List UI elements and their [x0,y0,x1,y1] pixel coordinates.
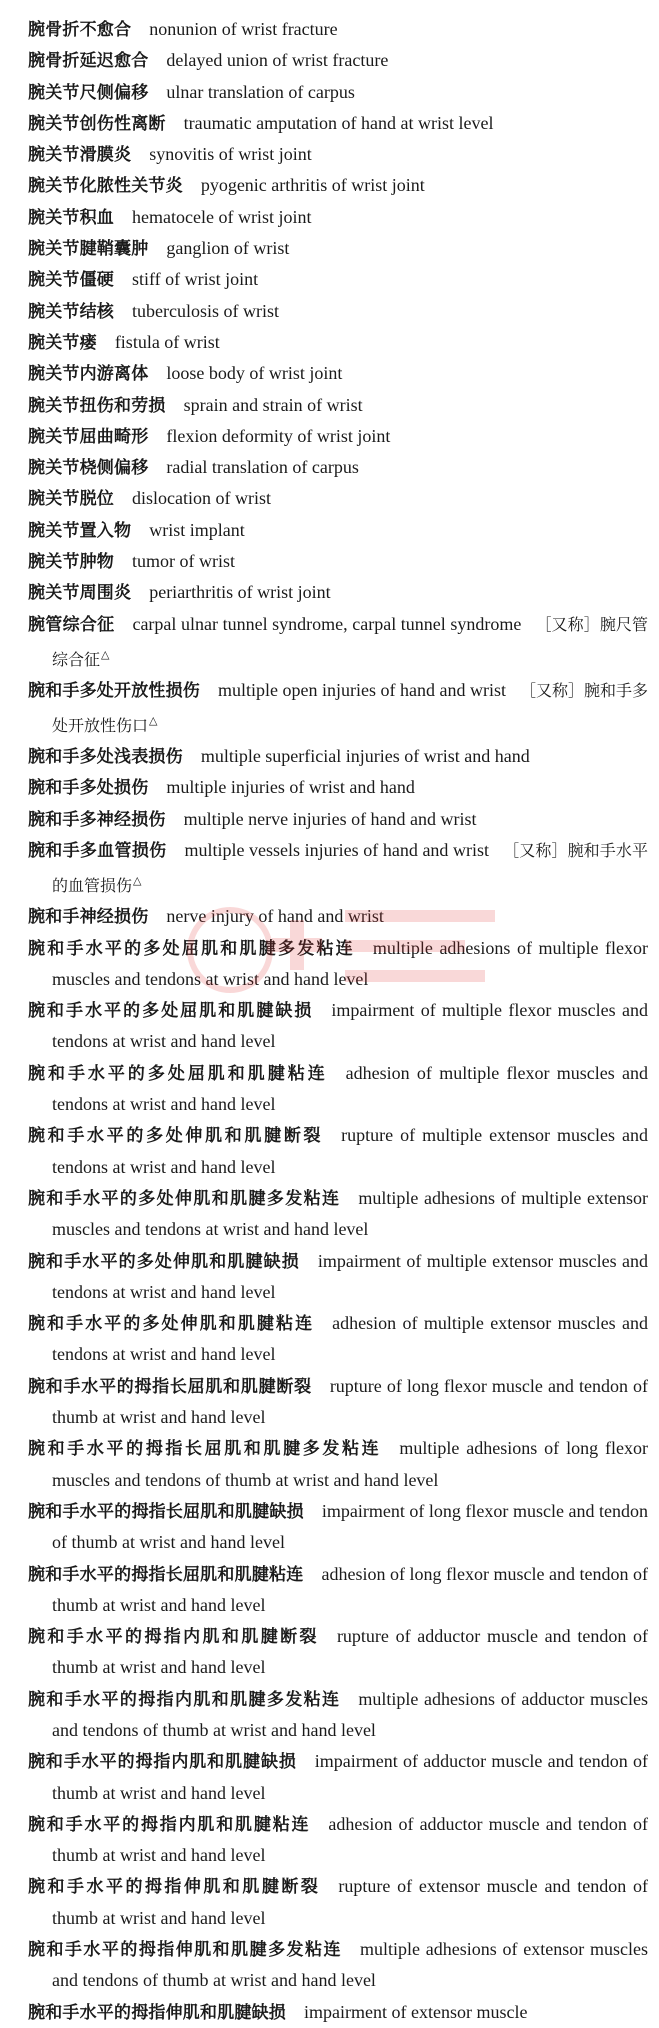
entry-term-zh: 腕和手水平的拇指伸肌和肌腱缺损 [28,2002,286,2023]
glossary-entry [28,108,648,139]
glossary-entry [28,264,648,295]
entry-term-en: carpal ulnar tunnel syndrome, carpal tunnel syndrome [132,613,522,634]
glossary-entry [28,1559,648,1622]
entry-term-zh: 腕和手水平的拇指内肌和肌腱多发粘连 [28,1689,341,1710]
entry-term-zh: 腕和手水平的拇指长屈肌和肌腱多发粘连 [28,1439,382,1460]
glossary-entry [28,139,648,170]
entry-term-en: fistula of wrist [114,331,220,352]
entry-term-zh: 腕和手水平的多处伸肌和肌腱缺损 [28,1251,300,1272]
glossary-entry [28,421,648,452]
entry-term-zh: 腕和手多神经损伤 [28,809,166,830]
entry-term-zh: 腕关节化脓性关节炎 [28,176,183,197]
entry-term-zh: 腕关节置入物 [28,520,132,541]
entry-term-zh: 腕和手神经损伤 [28,907,149,928]
entry-term-en: stiff of wrist joint [132,269,259,290]
glossary-entry [28,1246,648,1309]
entry-term-en: rupture of extensor muscle and tendon of thumb at wrist and hand level [52,1876,648,1928]
glossary-entry [28,835,648,901]
entry-term-en: multiple injuries of wrist and hand [166,777,415,798]
entry-term-en: traumatic amputation of hand at wrist level [183,112,494,133]
glossary-entry [28,77,648,108]
entry-term-zh: 腕关节内游离体 [28,364,149,385]
entry-term-en: rupture of adductor muscle and tendon of thumb at wrist and hand level [52,1626,649,1678]
entry-term-en: tumor of wrist [132,551,235,572]
entry-term-zh: 腕关节尺侧偏移 [28,82,149,103]
entry-alias: ［又称］腕和手水平的血管损伤 [52,841,648,895]
entry-term-en: adhesion of multiple flexor muscles and tendons at wrist and hand level [52,1062,648,1115]
glossary-entry [28,901,648,932]
entry-term-zh: 腕和手水平的多处屈肌和肌腱缺损 [28,1001,314,1022]
entry-term-zh: 腕关节肿物 [28,552,114,573]
glossary-entry [28,933,648,996]
entry-term-en: multiple adhesions of multiple flexor muscles and tendons at wrist and hand level [52,937,648,989]
glossary-entry [28,1496,648,1559]
entry-term-zh: 腕和手水平的拇指内肌和肌腱粘连 [28,1814,311,1835]
entry-term-en: dislocation of wrist [132,488,271,509]
entry-term-zh: 腕关节滑膜炎 [28,145,132,166]
glossary-entry [28,1684,648,1747]
glossary-entry [28,296,648,327]
glossary-entry [28,741,648,772]
glossary-entry [28,202,648,233]
entry-term-zh: 腕和手水平的多处屈肌和肌腱多发粘连 [28,938,355,959]
entry-term-zh: 腕关节瘘 [28,332,97,353]
entry-term-en: multiple nerve injuries of hand and wrist [183,808,477,829]
entry-term-zh: 腕和手多血管损伤 [28,841,167,862]
entry-term-zh: 腕关节周围炎 [28,583,132,604]
glossary-entry [28,233,648,264]
entry-mark: △ [101,647,110,661]
glossary-entry [28,577,648,608]
entry-term-en: multiple superficial injuries of wrist and hand [200,746,530,767]
entry-term-zh: 腕关节桡侧偏移 [28,458,149,479]
entry-term-en: synovitis of wrist joint [149,144,312,165]
entry-term-zh: 腕关节积血 [28,207,114,228]
entry-term-zh: 腕关节脱位 [28,489,114,510]
glossary-entry [28,1308,648,1371]
entry-list [28,14,648,2028]
glossary-entry [28,452,648,483]
glossary-entry [28,170,648,201]
entry-mark: △ [133,874,142,888]
glossary-entry [28,1621,648,1684]
entry-term-zh: 腕和手水平的多处伸肌和肌腱粘连 [28,1314,315,1335]
entry-term-en: impairment of long flexor muscle and tendon of thumb at wrist and hand level [52,1500,648,1553]
glossary-entry [28,675,648,741]
entry-term-en: flexion deformity of wrist joint [166,425,391,446]
entry-term-en: rupture of long flexor muscle and tendon of thumb at wrist and hand level [52,1375,648,1428]
entry-term-zh: 腕关节屈曲畸形 [28,426,149,447]
glossary-entry [28,995,648,1058]
entry-term-en: periarthritis of wrist joint [149,582,331,603]
entry-term-en: adhesion of long flexor muscle and tendon of thumb at wrist and hand level [52,1563,648,1615]
glossary-entry [28,1371,648,1434]
entry-term-en: nonunion of wrist fracture [149,19,338,39]
glossary-entry [28,772,648,803]
glossary-entry [28,1997,648,2028]
entry-term-en: adhesion of adductor muscle and tendon of thumb at wrist and hand level [52,1813,648,1866]
entry-term-zh: 腕管综合征 [28,614,115,635]
entry-term-zh: 腕关节僵硬 [28,270,114,291]
entry-term-zh: 腕和手水平的多处伸肌和肌腱多发粘连 [28,1188,341,1209]
entry-term-zh: 腕和手水平的拇指内肌和肌腱断裂 [28,1627,319,1648]
entry-term-en: ganglion of wrist [166,238,290,259]
glossary-page [28,14,648,2028]
entry-term-en: adhesion of multiple extensor muscles and tendons at wrist and hand level [52,1313,648,1365]
glossary-entry [28,1120,648,1183]
entry-term-en: delayed union of wrist fracture [166,50,389,71]
glossary-entry [28,804,648,835]
entry-term-en: multiple adhesions of adductor muscles and tendons of thumb at wrist and hand level [52,1688,648,1740]
entry-term-en: impairment of extensor muscle [304,2001,528,2022]
entry-term-zh: 腕和手多处损伤 [28,778,149,799]
entry-term-zh: 腕关节结核 [28,301,114,322]
entry-term-zh: 腕骨折延迟愈合 [28,51,149,72]
entry-term-zh: 腕和手水平的多处屈肌和肌腱粘连 [28,1063,328,1084]
entry-term-en: tuberculosis of wrist [132,300,279,321]
entry-term-en: pyogenic arthritis of wrist joint [200,175,425,196]
entry-term-zh: 腕和手水平的拇指长屈肌和肌腱断裂 [28,1376,312,1397]
entry-term-zh: 腕骨折不愈合 [28,20,132,40]
glossary-entry [28,358,648,389]
entry-term-zh: 腕关节创伤性离断 [28,113,166,134]
entry-term-en: ulnar translation of carpus [166,81,355,102]
entry-term-en: multiple adhesions of extensor muscles and tendons of thumb at wrist and hand level [52,1939,648,1991]
entry-term-en: multiple adhesions of multiple extensor muscles and tendons at wrist and hand level [52,1187,649,1240]
glossary-entry [28,45,648,76]
glossary-entry [28,1746,648,1809]
entry-term-zh: 腕和手水平的多处伸肌和肌腱断裂 [28,1126,324,1147]
entry-term-en: wrist implant [149,519,245,540]
entry-term-en: multiple vessels injuries of hand and wrist [184,840,490,861]
entry-term-zh: 腕和手水平的拇指伸肌和肌腱多发粘连 [28,1940,342,1961]
entry-term-en: hematocele of wrist joint [132,206,312,227]
entry-term-en: multiple open injuries of hand and wrist [218,679,506,700]
glossary-entry [28,14,648,45]
entry-term-zh: 腕关节腱鞘囊肿 [28,239,149,260]
glossary-entry [28,609,648,675]
glossary-entry [28,1871,648,1934]
entry-term-zh: 腕和手水平的拇指长屈肌和肌腱粘连 [28,1564,304,1585]
glossary-entry [28,1809,648,1872]
entry-term-zh: 腕关节扭伤和劳损 [28,395,166,416]
entry-term-en: impairment of multiple extensor muscles and tendons at wrist and hand level [52,1250,648,1302]
entry-term-en: sprain and strain of wrist [183,394,363,415]
glossary-entry [28,390,648,421]
entry-term-zh: 腕和手水平的拇指内肌和肌腱缺损 [28,1752,297,1773]
glossary-entry [28,546,648,577]
entry-term-zh: 腕和手水平的拇指伸肌和肌腱断裂 [28,1877,321,1898]
entry-term-en: nerve injury of hand and wrist [166,906,384,927]
glossary-entry [28,483,648,514]
entry-alias: ［又称］腕尺管综合征 [52,614,649,669]
entry-term-zh: 腕和手多处开放性损伤 [28,680,201,701]
entry-alias: ［又称］腕和手多处开放性伤口 [52,680,648,735]
glossary-entry [28,1433,648,1496]
glossary-entry [28,1934,648,1997]
entry-term-zh: 腕和手多处浅表损伤 [28,747,183,768]
glossary-entry [28,1058,648,1121]
glossary-entry [28,1183,648,1246]
glossary-entry [28,327,648,358]
entry-term-en: loose body of wrist joint [166,363,343,384]
entry-mark: △ [149,714,158,728]
entry-term-en: radial translation of carpus [166,457,359,478]
entry-term-en: rupture of multiple extensor muscles and tendons at wrist and hand level [52,1125,648,1177]
entry-term-en: multiple adhesions of long flexor muscles and tendons of thumb at wrist and hand level [52,1438,648,1490]
entry-term-en: impairment of multiple flexor muscles and tendons at wrist and hand level [52,1000,648,1052]
entry-term-en: impairment of adductor muscle and tendon of thumb at wrist and hand level [52,1751,648,1803]
entry-term-zh: 腕和手水平的拇指长屈肌和肌腱缺损 [28,1501,304,1522]
glossary-entry [28,515,648,546]
